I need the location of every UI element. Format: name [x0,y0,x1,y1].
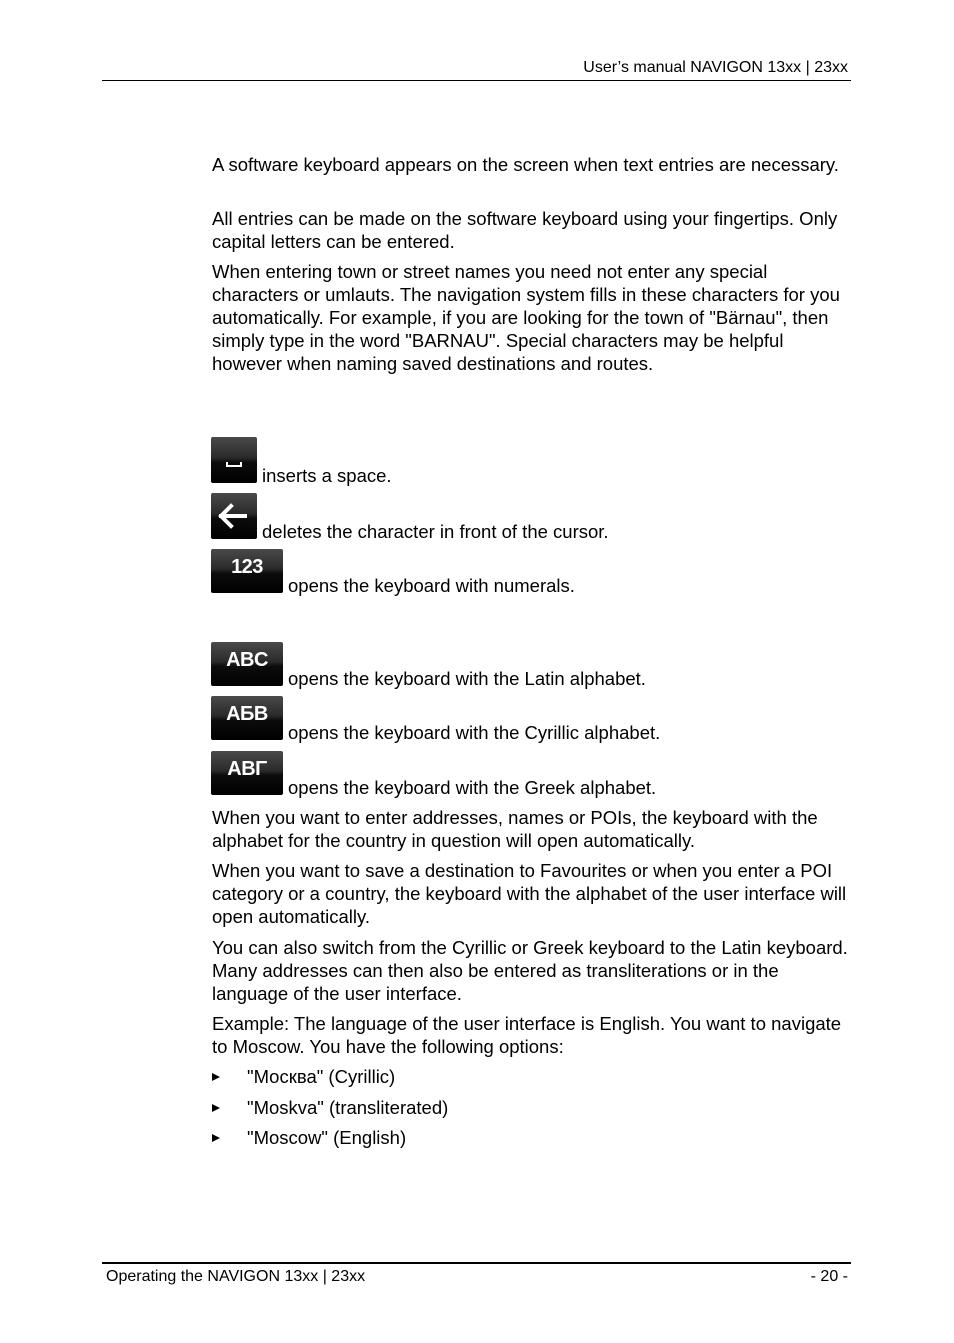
closing-paragraph-1: When you want to enter addresses, names or POIs, the keyboard with the alphabet for the country in question will open automatically. [212,807,818,851]
numeric-key-icon [211,549,283,593]
space-key-icon [211,437,257,483]
bullet-arrow-icon [212,1073,220,1081]
latin-key-description: opens the keyboard with the Latin alphabet. [288,668,646,689]
latin-key-label: ABC [226,649,268,671]
closing-paragraph-3: You can also switch from the Cyrillic or Greek keyboard to the Latin keyboard. Many addresses can then also be entered as transliterations or in the language of the user interface. [212,937,848,1004]
option-text: "Москва" (Cyrillic) [247,1066,396,1087]
cyrillic-keyboard-icon [211,696,283,740]
space-key-description: inserts a space. [262,465,392,486]
intro-paragraph-3: When entering town or street names you need not enter any special characters or umlauts. The navigation system fills in these characters for you automatically. For example, if you are looking for the town of "Bärnau", then simply type in the word "BARNAU". Special characters may be helpful however when naming saved destinations and routes. [212,261,840,374]
bullet-arrow-icon [212,1104,220,1112]
backspace-key-description: deletes the character in front of the cursor. [262,521,609,542]
option-text: "Moskva" (transliterated) [247,1097,449,1118]
backspace-key-icon [211,493,257,539]
intro-paragraph-2: All entries can be made on the software keyboard using your fingertips. Only capital letters can be entered. [212,208,838,252]
cyrillic-key-label: АБВ [226,703,268,725]
footer-divider [102,1262,851,1264]
footer-section-title: Operating the NAVIGON 13xx | 23xx [106,1268,366,1285]
header-divider [102,80,851,81]
page-number: - 20 - [810,1268,848,1285]
closing-paragraph-2: When you want to save a destination to Favourites or when you enter a POI category or a country, the keyboard with the alphabet of the user interface will open automatically. [212,860,847,927]
page-header: User’s manual NAVIGON 13xx | 23xx [583,59,848,76]
option-text: "Moscow" (English) [247,1127,407,1148]
greek-keyboard-icon [211,751,283,795]
bullet-arrow-icon [212,1134,220,1142]
numeric-key-description: opens the keyboard with numerals. [288,575,575,596]
latin-keyboard-icon [211,642,283,686]
cyrillic-key-description: opens the keyboard with the Cyrillic alphabet. [288,722,661,743]
intro-paragraph-1: A software keyboard appears on the screen when text entries are necessary. [212,154,839,175]
numeric-key-label: 123 [231,556,263,578]
greek-key-label: ΑΒΓ [227,758,267,780]
closing-paragraph-4: Example: The language of the user interface is English. You want to navigate to Moscow. You have the following options: [212,1013,842,1057]
greek-key-description: opens the keyboard with the Greek alphabet. [288,777,657,798]
